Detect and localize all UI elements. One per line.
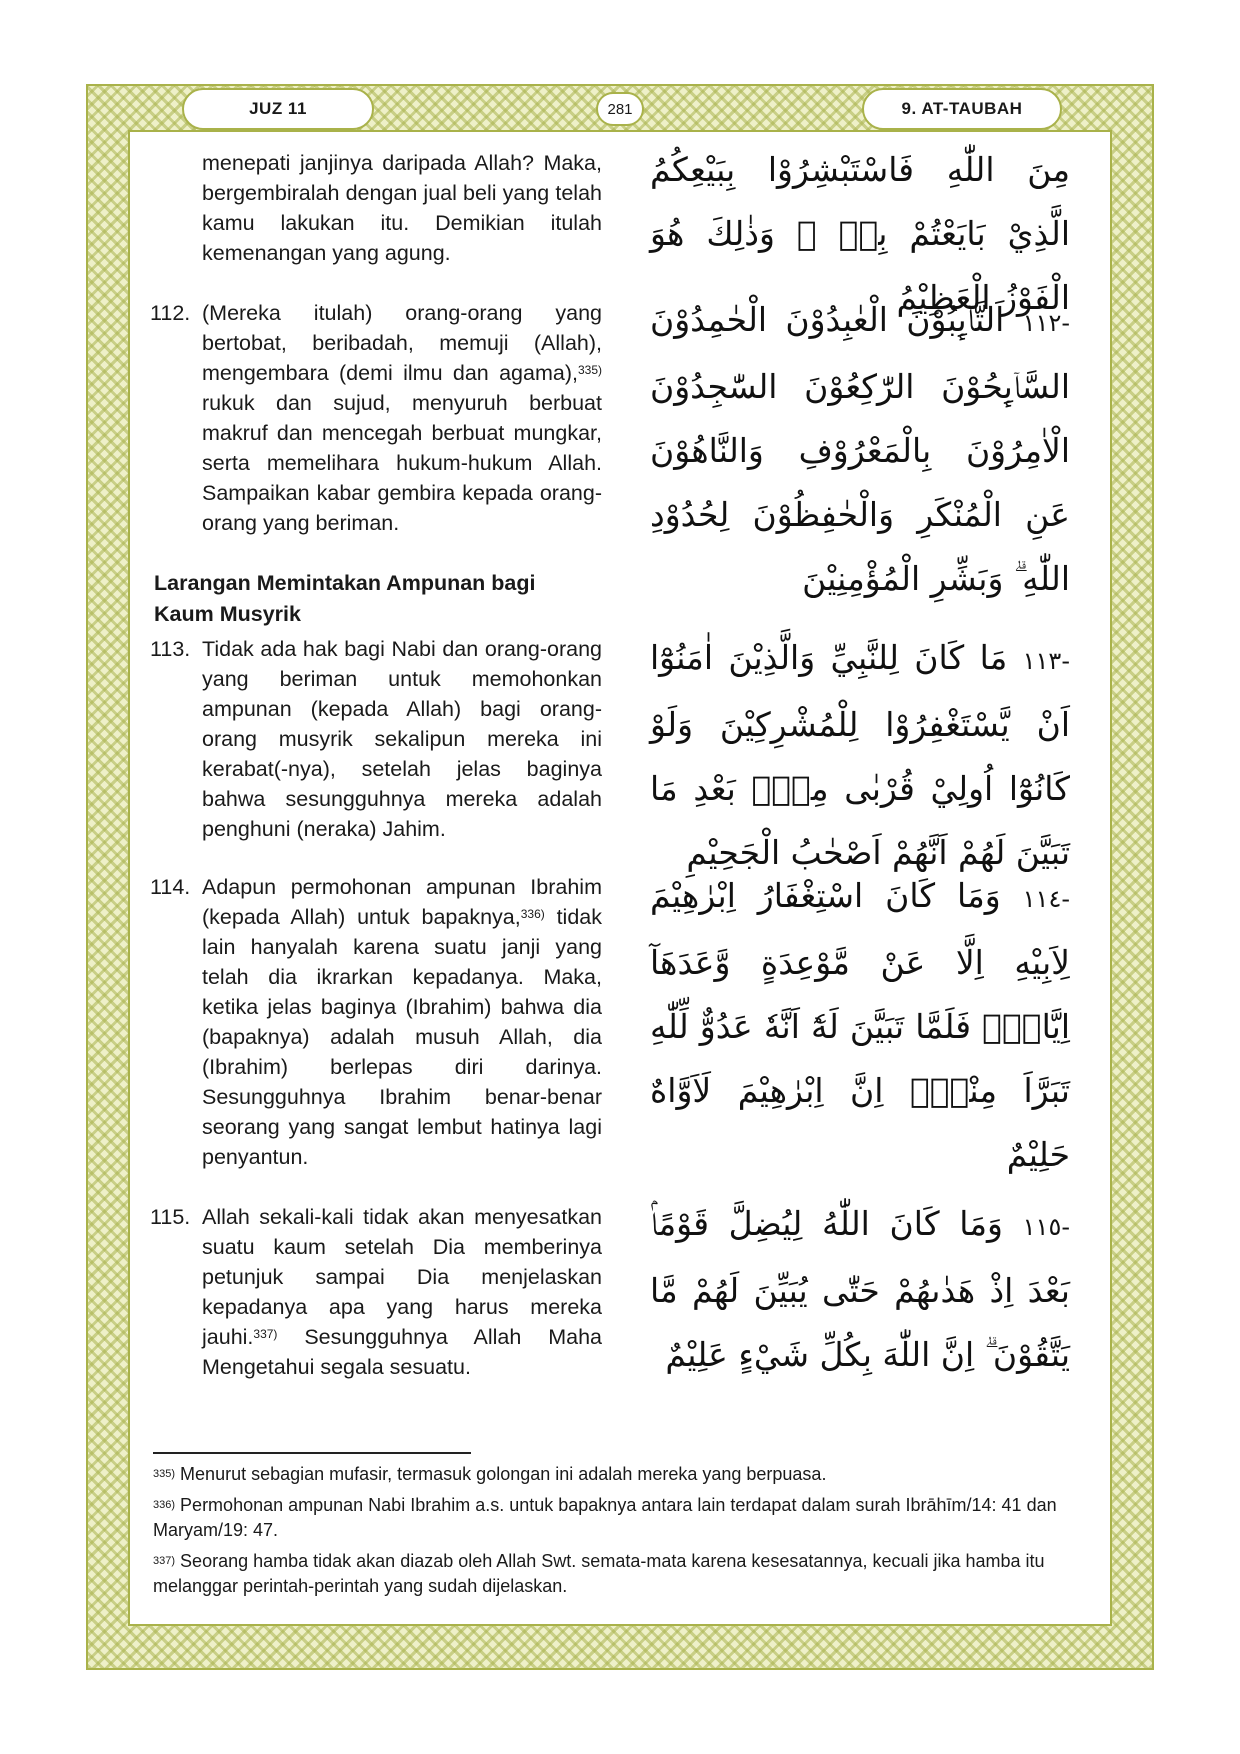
- translation-verse-113: [150, 634, 602, 844]
- footnote-marker: 337): [153, 1555, 176, 1567]
- footnotes: [153, 1462, 1083, 1605]
- arabic-verse-number: -١١٤: [1022, 885, 1070, 913]
- arabic-verse-115: [650, 1192, 1070, 1387]
- footnote-marker: 336): [153, 1499, 176, 1511]
- translation-text: Tidak ada hak bagi Nabi dan orang-orang yang beriman untuk memohonkan ampunan (kepada Allah) bagi orang-orang musyrik sekalipun mereka ini kerabat(-nya), setelah jelas baginya bahwa sesungguhnya mereka adalah penghuni (neraka) Jahim.: [202, 637, 602, 841]
- juz-label: JUZ 11: [182, 88, 374, 130]
- translation-text: menepati janjinya daripada Allah? Maka, bergembiralah dengan jual beli yang telah kamu lakukan itu. Demikian itulah kemenangan yang agung.: [202, 151, 602, 265]
- footnote-ref[interactable]: 336): [520, 907, 545, 921]
- arabic-verse-number: -١١٣: [1022, 647, 1070, 675]
- footnote-335: [153, 1462, 1083, 1487]
- arabic-text: مَا كَانَ لِلنَّبِيِّ وَالَّذِيْنَ اٰمَنُوْٓا اَنْ يَّسْتَغْفِرُوْا لِلْمُشْرِكِيْنَ وَلَوْ كَانُوْٓا اُولِيْ قُرْبٰى مِنْۢ بَعْدِ مَا تَبَيَّنَ لَهُمْ اَنَّهُمْ اَصْحٰبُ الْجَحِيْمِ: [650, 638, 1070, 872]
- arabic-verse-number: -١١٢: [1022, 309, 1070, 337]
- translation-text: Allah sekali-kali tidak akan menyesatkan suatu kaum setelah Dia memberinya petunjuk sampai Dia menjelaskan kepadanya apa yang harus mereka jauhi.$^{337)}$ Sesungguhnya Allah Maha Mengetahui segala sesuatu.: [202, 1205, 602, 1379]
- verse-number: 115.: [150, 1205, 191, 1229]
- footnote-337: [153, 1549, 1083, 1599]
- footnote-text: Seorang hamba tidak akan diazab oleh Allah Swt. semata-mata karena kesesatannya, kecuali jika hamba itu melanggar perintah-perintah yang sudah dijelaskan.: [153, 1551, 1045, 1596]
- translation-verse-112: [150, 298, 602, 538]
- arabic-verse-number: -١١٥: [1022, 1213, 1070, 1241]
- arabic-verse-113: [650, 626, 1070, 885]
- arabic-text: وَمَا كَانَ اللّٰهُ لِيُضِلَّ قَوْمًاۢ بَعْدَ اِذْ هَدٰىهُمْ حَتّٰى يُبَيِّنَ لَهُمْ مَّا يَتَّقُوْنَ ۗ اِنَّ اللّٰهَ بِكُلِّ شَيْءٍ عَلِيْمٌ: [650, 1204, 1070, 1374]
- translation-text: Adapun permohonan ampunan Ibrahim (kepada Allah) untuk bapaknya,$^{336)}$ tidak lain hanyalah karena suatu janji yang telah dia ikrarkan kepadanya. Maka, ketika jelas baginya (Ibrahim) bahwa dia (bapaknya) adalah musuh Allah, dia (Ibrahim) berlepas diri darinya. Sesungguhnya Ibrahim benar-benar seorang yang sangat lembut hatinya lagi penyantun.: [202, 875, 602, 1169]
- footnote-separator: [153, 1452, 471, 1454]
- arabic-text: مِنَ اللّٰهِ فَاسْتَبْشِرُوْا بِبَيْعِكُمُ الَّذِيْ بَايَعْتُمْ بِهٖ ۗ وَذٰلِكَ هُوَ الْفَوْزُ الْعَظِيْمُ: [650, 150, 1070, 317]
- verse-number: 114.: [150, 875, 191, 899]
- footnote-marker: 335): [153, 1468, 176, 1480]
- footnote-ref[interactable]: 337): [253, 1327, 278, 1341]
- arabic-verse-112: [650, 288, 1070, 611]
- section-heading: Larangan Memintakan Ampunan bagi Kaum Musyrik: [154, 571, 536, 626]
- verse-number: 113.: [150, 637, 191, 661]
- footnote-ref[interactable]: 335): [577, 363, 602, 377]
- arabic-text: وَمَا كَانَ اسْتِغْفَارُ اِبْرٰهِيْمَ لِاَبِيْهِ اِلَّا عَنْ مَّوْعِدَةٍ وَّعَدَهَآ اِيَّاهُۚ فَلَمَّا تَبَيَّنَ لَهٗٓ اَنَّهٗ عَدُوٌّ لِّلّٰهِ تَبَرَّاَ مِنْهُۗ اِنَّ اِبْرٰهِيْمَ لَاَوَّاهٌ حَلِيْمٌ: [650, 876, 1070, 1174]
- footnote-text: Menurut sebagian mufasir, termasuk golongan ini adalah mereka yang berpuasa.: [180, 1464, 827, 1484]
- arabic-text: اَلتَّاۤىِٕبُوْنَ الْعٰبِدُوْنَ الْحٰمِدُوْنَ السَّاۤىِٕحُوْنَ الرّٰكِعُوْنَ السّٰجِدُوْنَ الْاٰمِرُوْنَ بِالْمَعْرُوْفِ وَالنَّاهُوْنَ عَنِ الْمُنْكَرِ وَالْحٰفِظُوْنَ لِحُدُوْدِ اللّٰهِ ۗ وَبَشِّرِ الْمُؤْمِنِيْنَ: [650, 300, 1070, 598]
- footnote-text: Permohonan ampunan Nabi Ibrahim a.s. untuk bapaknya antara lain terdapat dalam surah Ibrāhīm/14: 41 dan Maryam/19: 47.: [153, 1495, 1057, 1540]
- page-number: 281: [596, 92, 644, 126]
- translation-continuation: [150, 148, 602, 268]
- translation-text: (Mereka itulah) orang-orang yang bertobat, beribadah, memuji (Allah), mengembara (demi ilmu dan agama),$^{335)}$ rukuk dan sujud, menyuruh berbuat makruf dan mencegah berbuat mungkar, serta memelihara hukum-hukum Allah. Sampaikan kabar gembira kepada orang-orang yang beriman.: [202, 301, 602, 535]
- arabic-verse-114: [650, 864, 1070, 1187]
- footnote-336: [153, 1493, 1083, 1543]
- surah-label: 9. AT-TAUBAH: [862, 88, 1062, 130]
- verse-number: 112.: [150, 301, 191, 325]
- translation-verse-115: [150, 1202, 602, 1382]
- translation-verse-114: [150, 872, 602, 1172]
